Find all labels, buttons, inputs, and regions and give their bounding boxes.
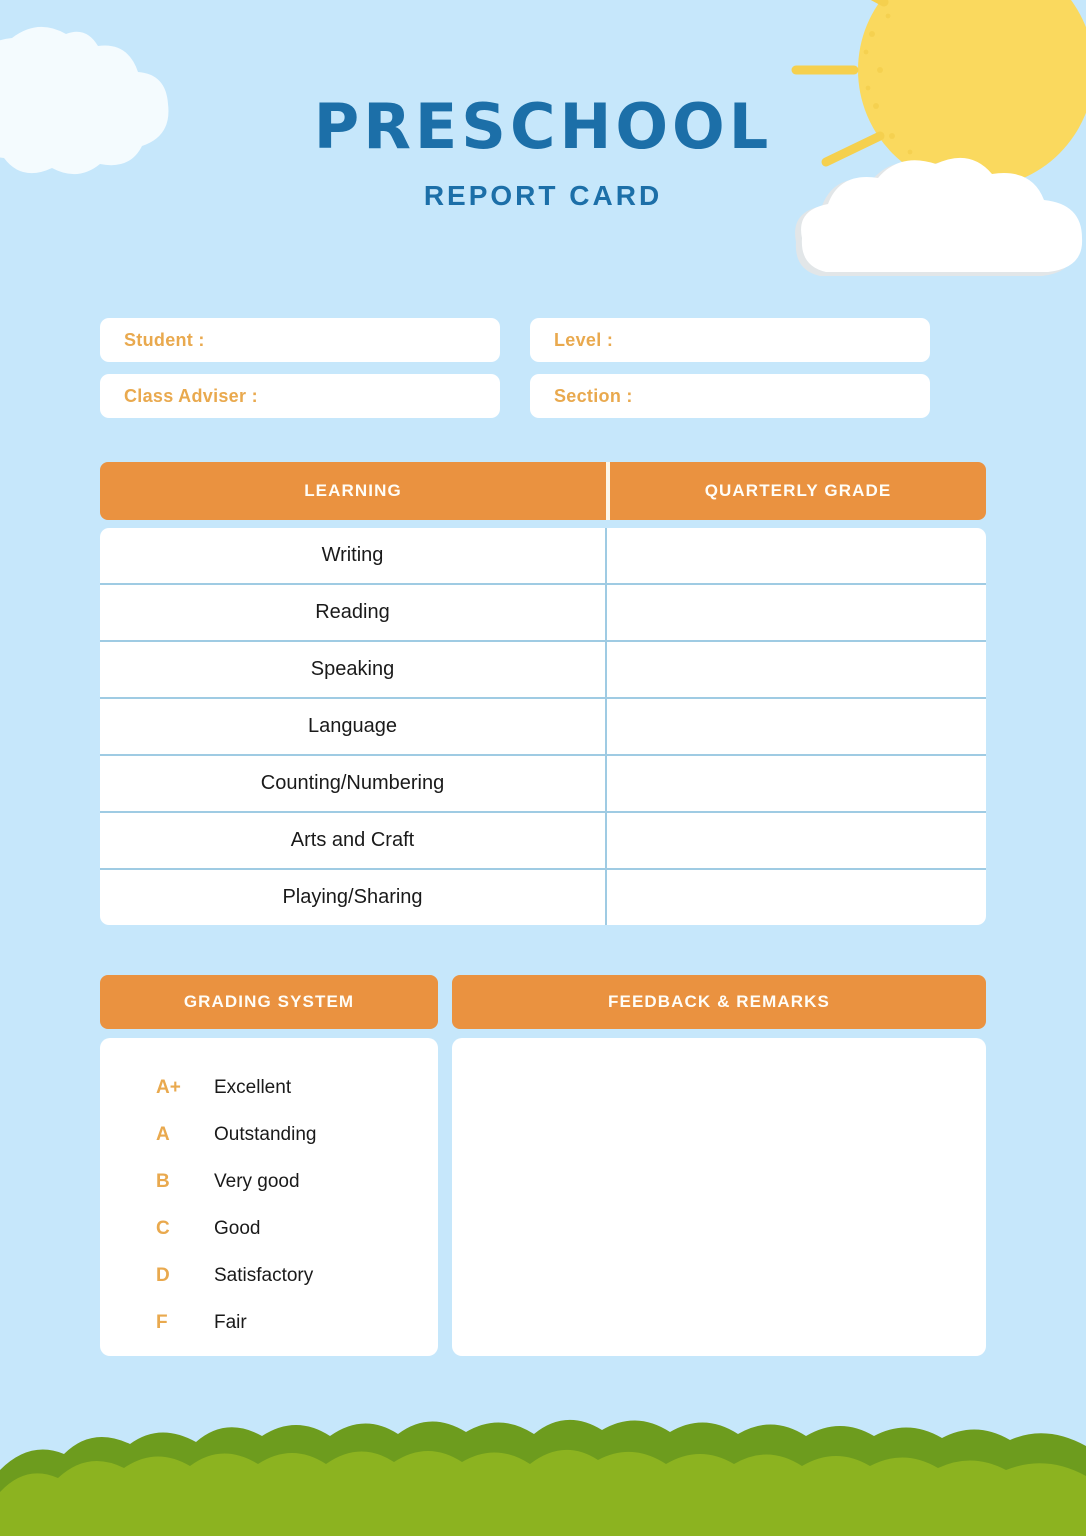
field-label-level: Level : — [554, 329, 614, 350]
table-row — [100, 528, 986, 585]
field-class-adviser[interactable] — [100, 374, 500, 418]
grading-system-column — [100, 975, 438, 1356]
list-item — [100, 1158, 438, 1205]
grading-system-title: GRADING SYSTEM — [100, 975, 438, 1029]
learning-table — [100, 462, 986, 925]
column-header-learning: LEARNING — [100, 462, 606, 520]
subject-cell: Playing/Sharing — [100, 870, 607, 925]
student-info-fields — [100, 318, 986, 418]
learning-table-header — [100, 462, 986, 520]
list-item — [100, 1111, 438, 1158]
grade-description: Fair — [214, 1311, 247, 1333]
grade-cell[interactable] — [607, 813, 986, 868]
field-section[interactable] — [530, 374, 930, 418]
feedback-column — [452, 975, 986, 1356]
subject-cell: Language — [100, 699, 607, 754]
list-item — [100, 1064, 438, 1111]
grade-cell[interactable] — [607, 699, 986, 754]
list-item — [100, 1252, 438, 1299]
subject-cell: Reading — [100, 585, 607, 640]
field-label-class-adviser: Class Adviser : — [124, 385, 258, 406]
content-area — [100, 318, 986, 1356]
grade-description: Outstanding — [214, 1123, 317, 1145]
table-row — [100, 756, 986, 813]
page-subtitle: REPORT CARD — [423, 180, 663, 211]
column-header-quarterly-grade: QUARTERLY GRADE — [610, 462, 986, 520]
table-row — [100, 585, 986, 642]
page-header — [0, 90, 1086, 212]
grade-description: Very good — [214, 1170, 300, 1192]
field-level[interactable] — [530, 318, 930, 362]
bushes-icon — [0, 1406, 1086, 1536]
subject-cell: Writing — [100, 528, 607, 583]
subject-cell: Speaking — [100, 642, 607, 697]
page-title: PRESCHOOL — [313, 90, 773, 163]
grade-letter: B — [156, 1170, 170, 1192]
subject-cell: Counting/Numbering — [100, 756, 607, 811]
grading-system-panel — [100, 1038, 438, 1356]
grade-cell[interactable] — [607, 642, 986, 697]
grade-cell[interactable] — [607, 756, 986, 811]
table-row — [100, 813, 986, 870]
grade-description: Excellent — [214, 1076, 292, 1098]
grade-cell[interactable] — [607, 528, 986, 583]
field-student[interactable] — [100, 318, 500, 362]
grade-letter: A+ — [156, 1076, 181, 1098]
table-row — [100, 642, 986, 699]
grade-letter: C — [156, 1217, 170, 1239]
grade-letter: F — [156, 1311, 168, 1333]
field-label-section: Section : — [554, 385, 633, 406]
feedback-input-area[interactable] — [452, 1038, 986, 1356]
grade-letter: A — [156, 1123, 170, 1145]
subject-cell: Arts and Craft — [100, 813, 607, 868]
table-row — [100, 870, 986, 925]
bottom-section — [100, 975, 986, 1356]
grade-description: Satisfactory — [214, 1264, 314, 1286]
list-item — [100, 1205, 438, 1252]
grade-description: Good — [214, 1217, 261, 1239]
list-item — [100, 1299, 438, 1346]
grade-cell[interactable] — [607, 870, 986, 925]
learning-table-body — [100, 528, 986, 925]
table-row — [100, 699, 986, 756]
grade-cell[interactable] — [607, 585, 986, 640]
grade-letter: D — [156, 1264, 170, 1286]
feedback-title: FEEDBACK & REMARKS — [452, 975, 986, 1029]
field-label-student: Student : — [124, 329, 205, 350]
